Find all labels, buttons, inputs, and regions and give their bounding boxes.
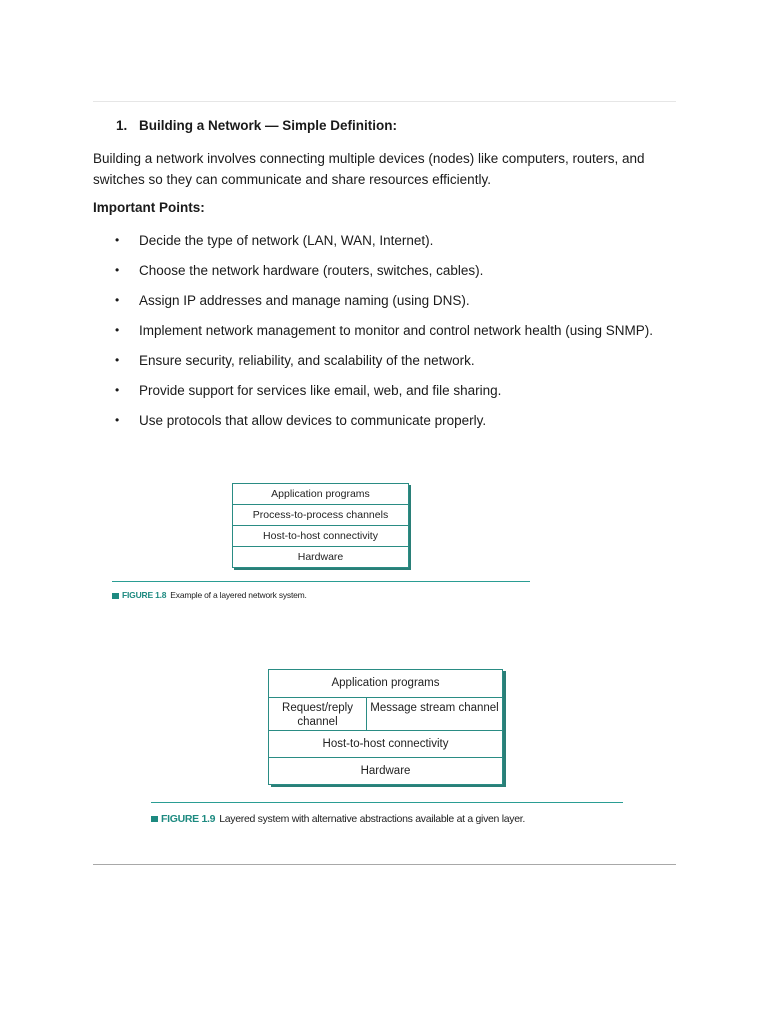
list-item: • Ensure security, reliability, and scalability of the network. — [93, 350, 683, 371]
figure-caption-text: Example of a layered network system. — [170, 590, 307, 600]
message-stream-channel: Message stream channel — [370, 702, 499, 714]
figure-caption-text: Layered system with alternative abstractions available at a given layer. — [219, 813, 526, 825]
figure-1-9-caption-rule — [151, 802, 623, 803]
list-item: • Choose the network hardware (routers, switches, cables). — [93, 260, 683, 281]
figure-1-9-caption — [151, 813, 525, 825]
bullet-icon: • — [115, 413, 120, 427]
figure-1-8-layer-diagram — [232, 483, 409, 568]
layer-hardware: Hardware — [360, 765, 411, 777]
caption-square-icon — [151, 816, 158, 822]
figure-label: FIGURE 1.8 — [122, 590, 167, 600]
list-item: • Provide support for services like email, web, and file sharing. — [93, 380, 683, 401]
list-item: • Assign IP addresses and manage naming (using DNS). — [93, 290, 683, 311]
section-heading — [116, 118, 397, 133]
section-number: 1. — [116, 118, 128, 133]
layer-process-to-process: Process-to-process channels — [233, 505, 408, 526]
figure-1-9-layer-diagram — [268, 669, 503, 785]
layer-host-to-host: Host-to-host connectivity — [269, 731, 502, 758]
list-item: • Implement network management to monitor and control network health (using SNMP). — [93, 320, 683, 341]
layer-hardware: Hardware — [297, 551, 344, 563]
layer-host-to-host: Host-to-host connectivity — [233, 526, 408, 547]
bullet-icon: • — [115, 383, 120, 397]
figure-1-8-caption — [112, 590, 307, 600]
list-item: • Decide the type of network (LAN, WAN, Internet). — [93, 230, 683, 251]
list-item: • Use protocols that allow devices to communicate properly. — [93, 410, 683, 431]
layer-application-programs: Application programs — [233, 484, 408, 505]
layer-channels — [269, 698, 502, 731]
bullet-icon: • — [115, 293, 120, 307]
important-points-list — [93, 230, 683, 440]
caption-square-icon — [112, 593, 119, 599]
request-reply-channel: Request/reply channel — [269, 698, 367, 730]
bullet-icon: • — [115, 233, 120, 247]
figure-1-8-caption-rule — [112, 581, 530, 582]
bottom-divider — [93, 864, 676, 865]
bullet-icon: • — [115, 353, 120, 367]
definition-paragraph: Building a network involves connecting multiple devices (nodes) like computers, routers, and switches so they can communicate and share resources efficiently. — [93, 151, 645, 187]
layer-application-programs: Application programs — [269, 670, 502, 698]
figure-label: FIGURE 1.9 — [161, 813, 216, 825]
bullet-icon: • — [115, 263, 120, 277]
section-title: Building a Network — Simple Definition: — [139, 118, 398, 133]
top-divider — [93, 101, 676, 102]
important-points-title: Important Points: — [93, 200, 205, 215]
bullet-icon: • — [115, 323, 120, 337]
